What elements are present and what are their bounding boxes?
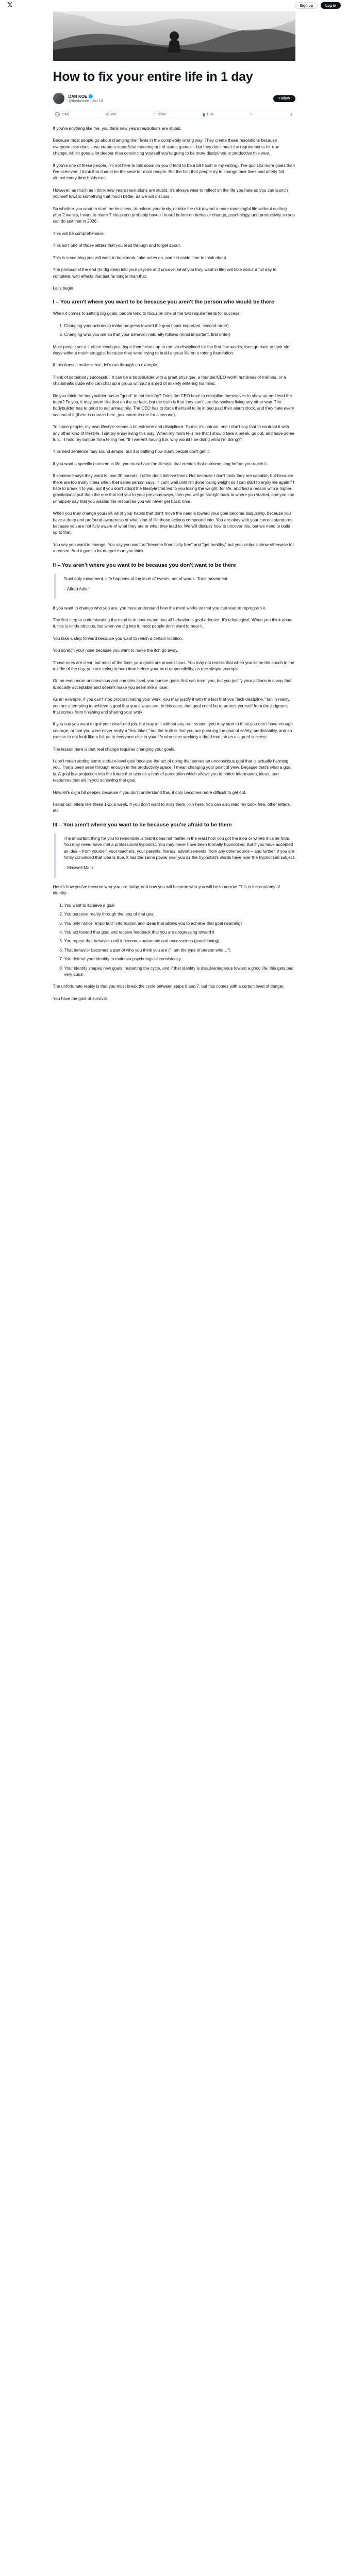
author-handle: @thedankoe · Jan 13 — [68, 99, 103, 103]
quote-author: – Maxwell Maltz — [63, 866, 94, 871]
requirements-list — [53, 323, 295, 338]
paragraph: Let's begin. — [53, 285, 75, 291]
list-item: 1. You want to achieve a goal — [64, 903, 295, 909]
avatar[interactable] — [53, 93, 64, 104]
section-2-body — [53, 605, 295, 796]
author-name[interactable]: DAN KOE — [68, 94, 88, 99]
paragraph: If you say you want to quit your dead-end job, but stay in it without any real reason, you may start to think you don't have enough courage, or that you were never really a "risk taker," but the truth is that you are pursuing the goal of safety, predictability, and an excuse to not look like a failure to everyone else in your life who sees working a dead-end job as a sign of success. — [53, 722, 293, 740]
reposts-count: 33K — [110, 112, 117, 116]
paragraph: If you're anything like me, you think new years resolutions are stupid. — [53, 126, 182, 131]
paragraph: Here's how you've become who you are today, and how you will become who you will be tomorrow. This is the anatomy of identity: — [53, 884, 280, 896]
paragraph: The lesson here is that real change requires changing your goals. — [53, 747, 176, 752]
article-body — [53, 126, 295, 1002]
paragraph: If you want to change who you are, you must understand how the mind works so that you can start to reprogram it. — [53, 605, 267, 611]
quote-block — [54, 574, 295, 599]
quote-author: – Alfred Adler — [63, 587, 89, 592]
reply-icon: 💬 — [55, 112, 60, 117]
author-row — [53, 92, 295, 105]
replies-count: 5.4K — [61, 112, 69, 116]
identity-anatomy-list — [53, 903, 295, 978]
paragraph: You have the goal of survival. — [53, 996, 108, 1001]
paragraph: Now let's dig a bit deeper, because if you don't understand this, it only becomes more difficult to get out. — [53, 790, 246, 795]
repost-icon: ⟲ — [105, 112, 109, 117]
list-item: 3. You only notice "important" information and ideas that allows you to achieve that goal (learning) — [64, 921, 295, 927]
quote-text: Trust only movement. Life happens at the level of events, not of words. Trust movement. — [63, 576, 229, 581]
list-item: 6. That behavior becomes a part of who you think you are ("I am the type of person who…") — [64, 947, 295, 954]
views-stat[interactable] — [203, 112, 213, 117]
list-item: 8. Your identity shapes new goals, restarting the cycle, and if that identity is disadvantageous toward a good life, this gets bad very quick — [64, 965, 295, 978]
bookmark-icon: ⚐ — [250, 112, 254, 117]
section-heading-1: I – You aren't where you want to be because you aren't the person who would be there — [53, 299, 274, 306]
paragraph: Do you think the bodybuilder has to "grind" to eat healthy? Does the CEO have to discipline themselves to show up and lead the team? To you, it may seem like that on the surface, but the truth is that they can't see themselves living any other way. The bodybuilder has to grind to eat unhealthily. The CEO has to force themself to lie in bed past their alarm clock, and they hate every second of it (there is nuance here, just entertain me for a second). — [53, 393, 294, 417]
reposts-stat[interactable] — [105, 112, 117, 117]
paragraph: However, as much as I think new years resolutions are stupid, it's always wise to reflect on the life you hate so you can launch yourself toward something that much better, as we will discuss. — [53, 188, 288, 199]
x-logo-icon[interactable]: 𝕏 — [7, 1, 13, 9]
paragraph: I don't mean setting some surface-level goal because the act of doing that serves an unconscious goal that is actually harming you. That's been seen through enough in the productivity space. I mean changing your point of view. Because that's what a goal is. A goal is a projection into the future that acts as a lens of perception which allows you to notice information, ideas, and resources that aid in you achieving that goal. — [53, 759, 292, 783]
paragraph: To some people, my own lifestyle seems a bit extreme and disciplined. To me, it's natural, and I don't say that to contrast it with any other kind of lifestyle. I simply enjoy living this way. When my mom tells me that I should take a break, go out, and have some fun… I hold my tongue from telling her, "If I weren't having fun, why would I be doing what I'm doing?" — [53, 425, 295, 442]
likes-count: 220K — [158, 112, 167, 116]
top-bar — [0, 0, 348, 10]
paragraph: As an example, if you can't stop procrastinating your work, you may justify it with the fact that you "lack discipline," but in reality, you are attempting to achieve a goal that you always are. In this case, that goal could be to protect yourself from the judgment that comes from finishing and sharing your work. — [53, 697, 290, 715]
paragraph: Think of somebody successful. It can be a bodybuilder with a great physique, a founder/CEO worth hundreds of millions, or a charismatic dude who can chat up a group without a shred of anxiety entering his mind. — [53, 375, 286, 386]
section-3-body — [53, 984, 295, 1002]
list-item: 2. Changing who you are so that your behavior naturally follows (most important, first order) — [64, 332, 295, 338]
engagement-bar — [53, 110, 295, 118]
paragraph: When you truly change yourself, all of your habits that don't move the needle toward your goal become disgusting, because you have a deep and profound awareness of what kind of life those actions compound into. You are okay with your current standards because you are not fully aware of what they are or what they lead to. We will discuss how to uncover this, but we need to build up to that. — [53, 511, 293, 535]
list-item: 5. You repeat that behavior until it becomes automatic and unconscious (conditioning) — [64, 938, 295, 944]
author-name-row — [69, 94, 274, 99]
list-item: 1. Changing your actions to make progress toward the goal (least important, second order) — [64, 323, 295, 329]
intro-section — [53, 126, 295, 292]
paragraph: Those ones are clear, but most of the time, your goals are unconscious. You may not realize that when you sit on the couch in the middle of the day, you are trying to burn time before your next responsibility, as one simple example. — [53, 660, 294, 671]
author-meta — [69, 94, 274, 103]
paragraph: If you want a specific outcome in life, you must have the lifestyle that creates that outcome long before you reach it. — [53, 461, 268, 466]
section-1-body — [53, 344, 295, 555]
paragraph: This is something you will want to bookmark, take notes on, and set aside time to think about. — [53, 255, 227, 260]
paragraph: If this doesn't make sense, let's run through an example. — [53, 363, 158, 368]
paragraph: This isn't one of those letters that you read through and forget about. — [53, 243, 181, 248]
list-item: 4. You act toward that goal and receive feedback that you are progressing toward it — [64, 929, 295, 936]
likes-stat[interactable] — [153, 112, 167, 117]
article-title: How to fix your entire life in 1 day — [53, 70, 253, 84]
paragraph: So whether you want to start the business, transform your body, or take the risk toward a more meaningful life without quitting after 2 weeks, I want to share 7 ideas you probably haven't heard before on behavior change, psychology, and productivity so you can do just that in 2026. — [53, 206, 295, 224]
paragraph: This next sentence may sound simple, but it is baffling how many people don't get it. — [53, 449, 210, 454]
paragraph: When it comes to setting big goals, people tend to focus on one of the two requirements for success: — [53, 311, 241, 316]
chart-icon: ▮ — [203, 112, 205, 117]
list-item: 2. You perceive reality through the lens of that goal — [64, 911, 295, 918]
paragraph: The unfortunate reality is that you must break the cycle between steps 6 and 7, but this comes with a certain level of danger. — [53, 984, 285, 989]
bookmark-stat[interactable] — [250, 112, 253, 117]
share-stat[interactable] — [290, 112, 293, 117]
paragraph: On an even more unconscious and complex level, you pursue goals that can harm you, but you justify your actions in a way that is socially acceptable and doesn't make you seem like a loser. — [53, 679, 292, 690]
paragraph: You take a step forward because you want to reach a certain location. — [53, 636, 183, 641]
sign-up-button[interactable]: Sign up — [295, 2, 318, 9]
verified-badge-icon: ✓ — [89, 95, 92, 98]
quote-block — [54, 834, 295, 878]
section-heading-3: III – You aren't where you want to be because you're afraid to be there — [53, 821, 232, 828]
views-count: 10M — [206, 112, 214, 116]
paragraph: You scratch your nose because you want to make the itch go away. — [53, 648, 178, 653]
paragraph: The protocol at the end (to dig deep into your psyche and uncover what you truly want in life) will take about a full day to complete, with effects that last far longer than that. — [53, 267, 277, 279]
paragraph: This will be comprehensive. — [53, 231, 105, 236]
paragraph: If you're one of these people, I'm not here to talk down on you (I tend to be a bit harsh in my writing). I've quit 10x more goals than I've achieved. I think that should be the case for most people. But the fact that people try to change their lives and utterly fail almost every time holds true. — [53, 163, 295, 181]
paragraph: The first step to understanding the mind is to understand that all behavior is goal-oriented. It's teleological. When you think about it, this is kinda obvious, but when we dig into it, most people don't want to hear it. — [53, 617, 293, 629]
auth-buttons — [295, 2, 341, 9]
list-item: 7. You defend your identity to maintain psychological consistency — [64, 956, 295, 962]
share-icon: ⇪ — [289, 112, 293, 117]
paragraph: Because most people go about changing their lives in the completely wrong way. They create these resolutions because everyone else does – we create a superficial meaning out of status games – but they don't meet the requirements for true change, which goes a lot deeper than convincing yourself you're going to be more disciplined or productive this year. — [53, 138, 279, 156]
section-heading-2: II – You aren't where you want to be because you don't want to be there — [53, 562, 236, 568]
paragraph: Most people set a surface-level goal, hype themselves up to remain disciplined for the first few weeks, then go back to their old ways without much struggle, because they were trying to build a great life on a rotting foundation. — [53, 344, 290, 355]
replies-stat[interactable] — [55, 112, 69, 117]
cover-artwork-icon — [53, 11, 295, 61]
heart-icon: ♡ — [153, 112, 157, 117]
paragraph: If someone says they want to lose 30 pounds, I often don't believe them. Not because I don't think they are capable, but because there are too many times when that same person says, "I can't wait until I'm done losing weight so I can start to enjoy life again." I hate to break it to you, but if you don't adopt the lifestyle that led to you losing the weight, for life, and find a reason with a higher gravitational pull than the one that led you to your previous ways, then you will go straight back to where you started, and you can unhappily say that you wasted the resources you will never get back: time. — [53, 473, 294, 504]
log-in-button[interactable]: Log in — [321, 2, 341, 9]
follow-button[interactable]: Follow — [273, 95, 295, 102]
paragraph: You say you want to change. You say you want to "become financially free" and "get healthy," but your actions show otherwise for a reason. And it goes a lot deeper than you think. — [53, 542, 294, 554]
article-cover-image — [53, 11, 295, 61]
newsletter-callout[interactable]: I send out letters like these 1-2x a week. If you don't want to miss them, join here. You can also read my book free, other letters, etc. — [53, 802, 291, 814]
quote-text: The important thing for you to remember is that it does not matter in the least how you got the idea or where it came from. You may never have met a professional hypnotist. You may never have been formally hypnotized. But if you have accepted an idea – from yourself, your teachers, your parents, friends, advertisements, from any other source – and further, if you are firmly convinced that idea is true, it has the same power over you as the hypnotist's words have over the hypnotized subject. — [63, 836, 295, 860]
article — [53, 11, 295, 1002]
